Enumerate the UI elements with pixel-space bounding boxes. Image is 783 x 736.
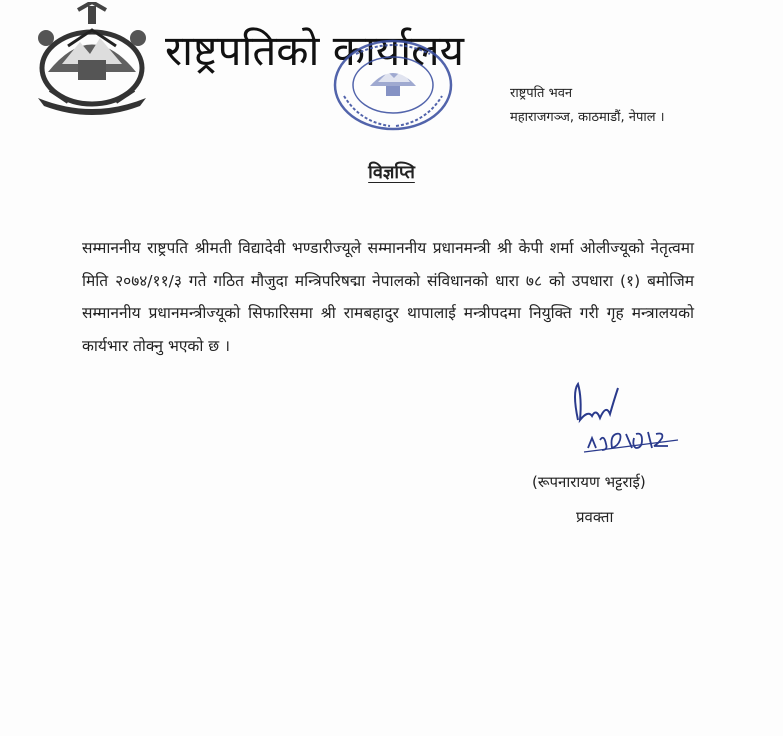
signer-title: प्रवक्ता	[576, 508, 614, 526]
notice-heading	[0, 160, 783, 184]
office-seal-stamp	[330, 36, 456, 134]
nepal-emblem-icon	[28, 2, 156, 120]
notice-body: सम्माननीय राष्ट्रपति श्रीमती विद्यादेवी भण्डारीज्यूले सम्माननीय प्रधानमन्त्री श्री केपी शर्मा ओलीज्यूको नेतृत्वमा मिति २०७४/११/३ गते गठित मौजुदा मन्त्रिपरिषद्मा नेपालको संविधानको धारा ७८ को उपधारा (१) बमोजिम सम्माननीय प्रधानमन्त्रीज्यूको सिफारिसमा श्री रामबहादुर थापालाई मन्त्रीपदमा नियुक्ति गरी गृह मन्त्रालयको कार्यभार तोक्नु भएको छ ।	[82, 239, 694, 355]
signer-name: (रूपनारायण भट्टराई)	[532, 473, 646, 491]
address-line2: महाराजगञ्ज, काठमाडौं, नेपाल ।	[510, 110, 665, 125]
notice-heading-text: विज्ञप्ति	[368, 162, 415, 183]
handwritten-signature	[548, 380, 698, 460]
office-title: राष्ट्रपतिको कार्यालय	[165, 26, 464, 75]
address-line1: राष्ट्रपति भवन	[510, 86, 573, 101]
office-address	[510, 82, 665, 130]
